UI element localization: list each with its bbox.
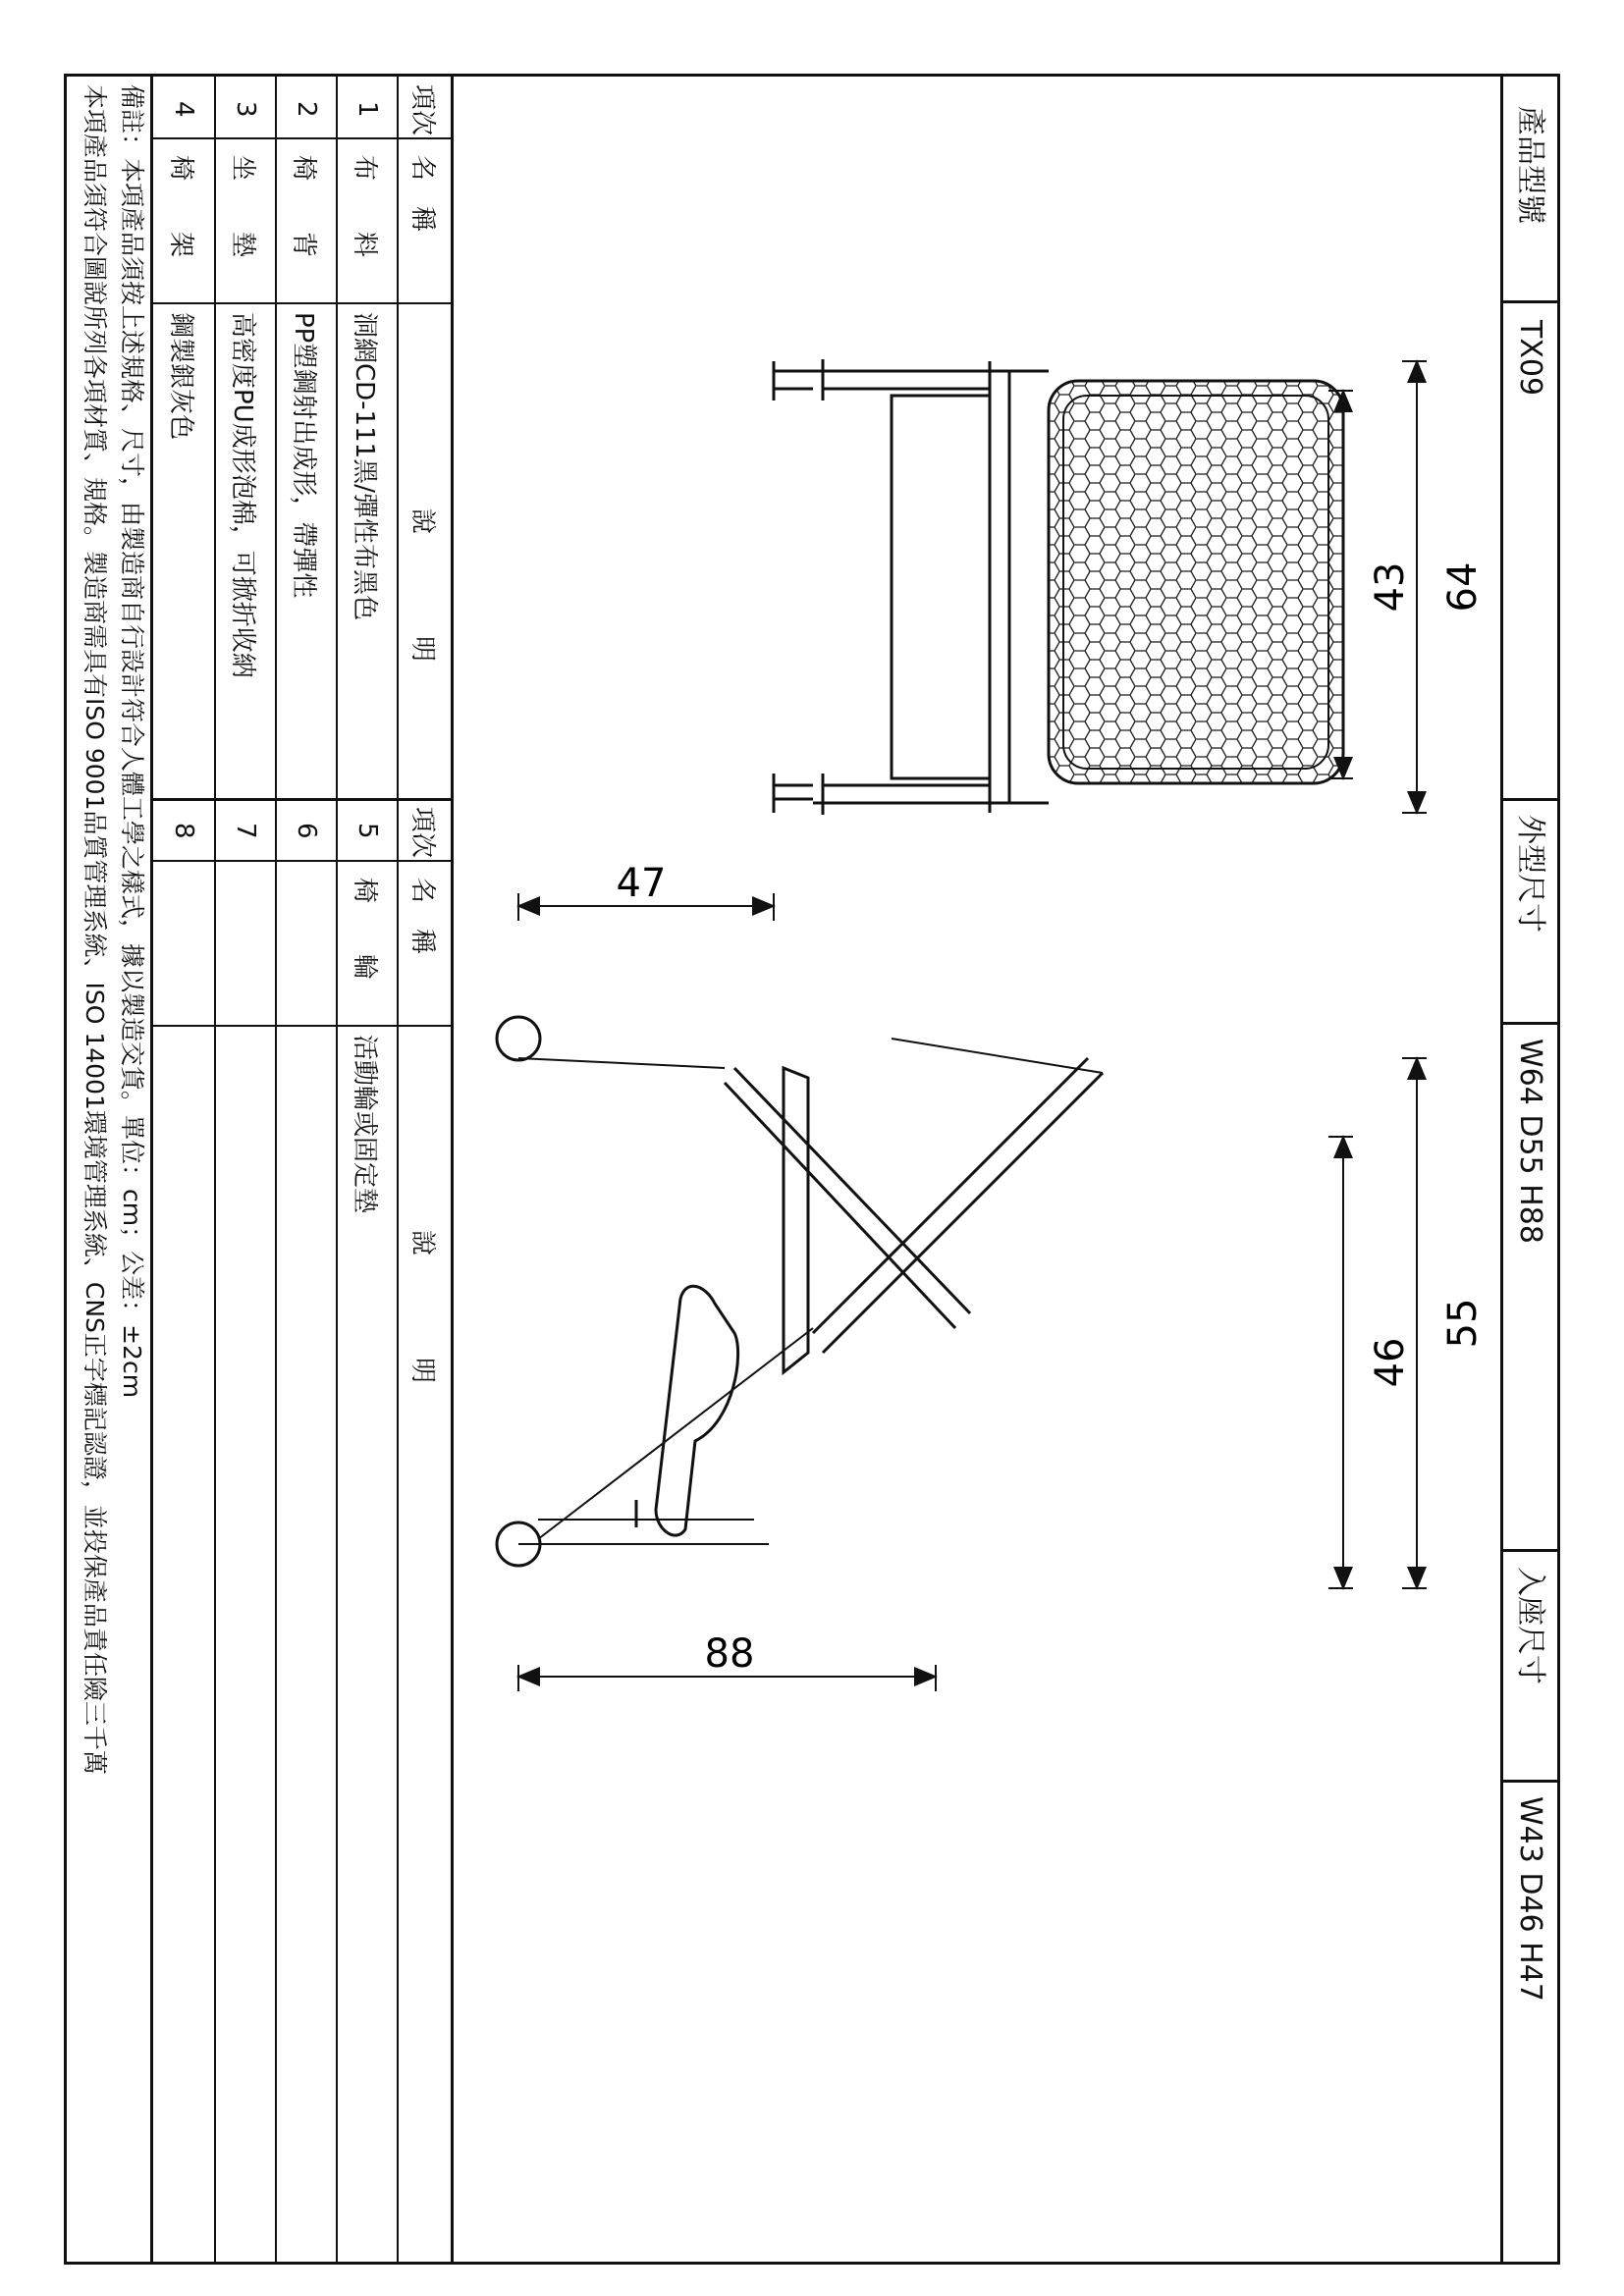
backrest-mesh <box>1049 381 1343 783</box>
dim-depth-total: 55 <box>1440 1298 1486 1349</box>
row-item: 7 <box>231 823 260 839</box>
table-row <box>336 77 397 2262</box>
dim-depth-seat: 46 <box>1368 1337 1413 1388</box>
dim-height-total: 88 <box>704 1631 755 1677</box>
legs <box>813 371 1009 803</box>
note-line-2: 本項產品須符合圖說所列各項材質、規格。製造商需具有ISO 9001品質管理系統、ISO 14001環境管理系統、CNS正字標記認證，並投保產品責任險三千萬 <box>81 84 109 1775</box>
row-desc: 活動輪或固定墊 <box>350 1035 380 1214</box>
row-desc: 高密度PU成形泡棉，可掀折收納 <box>228 312 258 678</box>
front-leg-top <box>892 1039 1103 1073</box>
technical-drawing-area <box>454 77 1500 2262</box>
table-row <box>214 77 275 2262</box>
row-desc: 鋼製銀灰色 <box>166 312 196 441</box>
divider <box>1503 1549 1557 1552</box>
frame-leg-2 <box>734 1068 970 1313</box>
row-item: 4 <box>169 101 198 118</box>
header-item: 項次 <box>407 807 437 859</box>
outer-size-label: 外型尺寸 <box>1513 815 1547 933</box>
model-value: TX09 <box>1513 320 1547 397</box>
outer-size-value: W64 D55 H88 <box>1513 1039 1547 1244</box>
dim-width-total: 64 <box>1440 561 1486 613</box>
divider <box>1503 300 1557 303</box>
divider <box>1503 1022 1557 1025</box>
header-name: 名 稱 <box>407 878 437 955</box>
spec-header <box>1500 77 1557 2262</box>
header-desc: 說 明 <box>407 508 437 663</box>
dim-height-seat: 47 <box>616 861 667 906</box>
row-desc: PP塑鋼射出成形，帶彈性 <box>289 312 319 599</box>
row-name: 椅 輪 <box>350 878 380 981</box>
chair-drawings <box>454 77 1500 2268</box>
row-item: 5 <box>352 823 382 839</box>
table-row <box>150 77 214 2262</box>
leg-ends <box>774 371 813 799</box>
seat-rail <box>990 361 1009 813</box>
note-line-1: 備註：本項產品須按上述規格、尺寸，由製造商自行設計符合人體工學之樣式，據以製造交貨。單位：cm；公差：±2cm <box>118 84 146 1399</box>
row-item: 3 <box>231 101 260 118</box>
frame-top <box>1009 371 1049 803</box>
row-desc: 洞網CD-111黑/彈性布黑色 <box>350 312 380 620</box>
row-item: 6 <box>292 823 321 839</box>
seat-size-value: W43 D46 H47 <box>1513 1796 1547 2002</box>
wheel-front <box>497 1017 540 1060</box>
back-post <box>518 1520 769 1544</box>
frame-leg-2b <box>725 1083 955 1328</box>
notes <box>67 77 150 2262</box>
row-name: 椅 架 <box>166 155 196 258</box>
front-view <box>774 359 1343 815</box>
header-item: 項次 <box>407 84 437 136</box>
row-name: 坐 墊 <box>228 155 258 258</box>
side-dimensions <box>518 1058 1427 1691</box>
dim-width-seat: 43 <box>1368 561 1413 613</box>
sheet-frame <box>64 74 1560 2265</box>
seat-pan <box>892 396 990 778</box>
seat-size-label: 入座尺寸 <box>1513 1567 1547 1684</box>
seat-profile <box>784 1068 808 1372</box>
model-label: 產品型號 <box>1513 106 1547 224</box>
row-item: 1 <box>352 101 382 118</box>
divider <box>1503 1780 1557 1783</box>
header-name: 名 稱 <box>407 155 437 233</box>
spec-table <box>150 77 454 2262</box>
header-desc: 說 明 <box>407 1230 437 1384</box>
frame-leg-1b <box>823 1073 1103 1353</box>
table-header-row <box>397 77 451 2262</box>
row-item: 8 <box>169 823 198 839</box>
side-view <box>497 1017 1103 1566</box>
divider <box>1503 798 1557 801</box>
table-row <box>275 77 336 2262</box>
row-name: 布 料 <box>350 155 380 258</box>
backrest-profile <box>656 1286 738 1535</box>
row-name: 椅 背 <box>289 155 319 258</box>
row-item: 2 <box>292 101 321 118</box>
